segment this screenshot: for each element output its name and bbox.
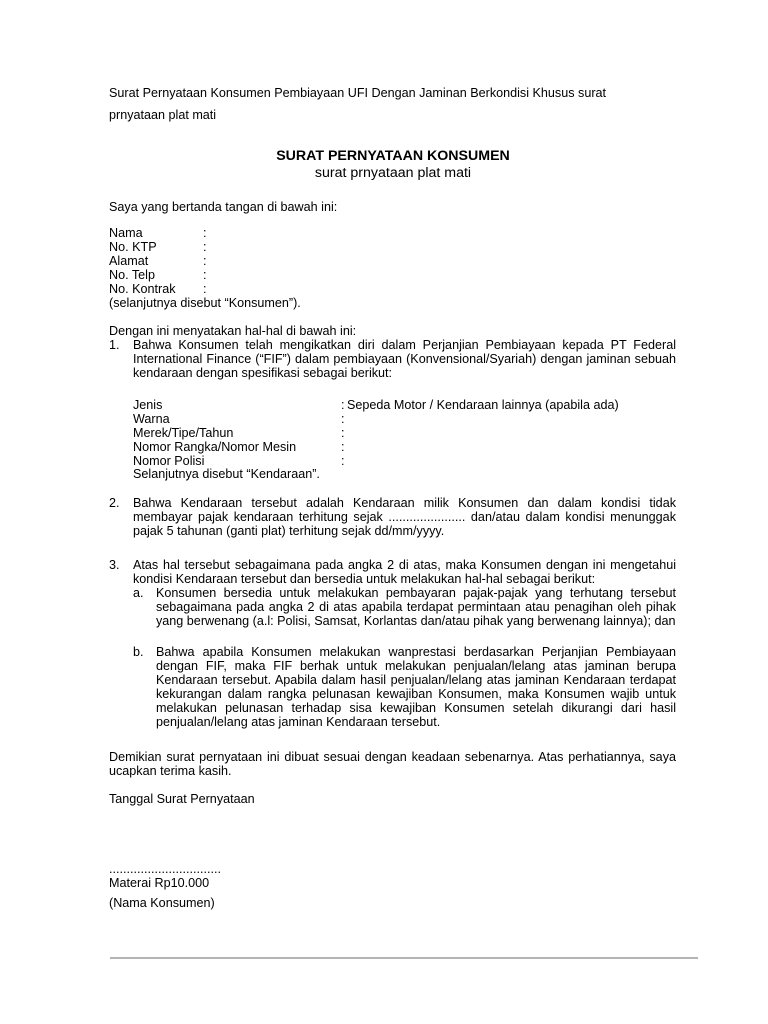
item-1-number: 1. (109, 338, 120, 352)
header-line-1: Surat Pernyataan Konsumen Pembiayaan UFI Dengan Jaminan Berkondisi Khusus surat (109, 86, 607, 100)
date-label: Tanggal Surat Pernyataan (109, 792, 255, 806)
page-divider (110, 957, 698, 959)
vehicle-rangka-sep: : (341, 440, 345, 454)
document-subtitle: surat prnyataan plat mati (314, 165, 472, 181)
field-ktp-label: No. KTP (109, 240, 157, 254)
vehicle-warna-sep: : (341, 412, 345, 426)
sub-a-text: Konsumen bersedia untuk melakukan pembayaran pajak-pajak yang terhutang tersebut sebagaimana pada angka 2 di atas apabila terdapat permintaan atau penagihan oleh pihak yang berwenang (a.l: Polisi, Samsat, Korlantas dan/atau pihak yang berwenang lainnya); dan (156, 586, 676, 628)
sub-a-letter: a. (133, 586, 144, 600)
field-nama-sep: : (203, 226, 207, 240)
field-kontrak-sep: : (203, 282, 207, 296)
item-2-number: 2. (109, 496, 120, 510)
field-alamat-sep: : (203, 254, 207, 268)
item-3-number: 3. (109, 558, 120, 572)
vehicle-rangka-label: Nomor Rangka/Nomor Mesin (133, 440, 297, 454)
vehicle-jenis-label: Jenis (133, 398, 163, 412)
document-title: SURAT PERNYATAAN KONSUMEN (276, 148, 510, 164)
materai-label: Materai Rp10.000 (109, 876, 210, 890)
signature-line: ................................ (109, 862, 221, 876)
field-telp-label: No. Telp (109, 268, 155, 282)
identity-note: (selanjutnya disebut “Konsumen”). (109, 296, 301, 310)
item-3-text: Atas hal tersebut sebagaimana pada angka 2 di atas, maka Konsumen dengan ini mengetahui kondisi Kendaraan tersebut dan bersedia untuk melakukan hal-hal sebagai berikut: (133, 558, 676, 586)
item-1-text: Bahwa Konsumen telah mengikatkan diri dalam Perjanjian Pembiayaan kepada PT Federal International Finance (“FIF”) dalam pembiayaan (Konvensional/Syariah) dengan jaminan sebuah kendaraan dengan spesifikasi sebagai berikut: (133, 338, 676, 380)
statement-intro: Dengan ini menyatakan hal-hal di bawah ini: (109, 324, 357, 338)
vehicle-polisi-label: Nomor Polisi (133, 454, 205, 468)
vehicle-warna-label: Warna (133, 412, 170, 426)
consumer-name-placeholder: (Nama Konsumen) (109, 896, 215, 910)
item-2-text: Bahwa Kendaraan tersebut adalah Kendaraan milik Konsumen dan dalam kondisi tidak membayar pajak kendaraan terhitung sejak ...................... dan/atau dalam kondisi menunggak pajak 5 tahunan (ganti plat) terhitung sejak dd/mm/yyyy. (133, 496, 676, 538)
sub-b-letter: b. (133, 645, 144, 659)
vehicle-note: Selanjutnya disebut “Kendaraan”. (133, 467, 320, 481)
header-line-2: prnyataan plat mati (109, 108, 217, 122)
vehicle-polisi-sep: : (341, 454, 345, 468)
closing-paragraph: Demikian surat pernyataan ini dibuat sesuai dengan keadaan sebenarnya. Atas perhatiannya, saya ucapkan terima kasih. (109, 750, 676, 778)
vehicle-merek-sep: : (341, 426, 345, 440)
intro-text: Saya yang bertanda tangan di bawah ini: (109, 200, 338, 214)
field-nama-label: Nama (109, 226, 143, 240)
field-alamat-label: Alamat (109, 254, 149, 268)
vehicle-jenis-value: Sepeda Motor / Kendaraan lainnya (apabila ada) (347, 398, 619, 412)
sub-b-text: Bahwa apabila Konsumen melakukan wanprestasi berdasarkan Perjanjian Pembiayaan dengan FIF, maka FIF berhak untuk melakukan penjualan/lelang atas jaminan berupa Kendaraan tersebut. Apabila dalam hasil penjualan/lelang atas jaminan Kendaraan terdapat kekurangan dalam rangka pelunasan kewajiban Konsumen, maka Konsumen wajib untuk melakukan pelunasan terhadap sisa kewajiban Konsumen setelah dikurangi dari hasil penjualan/lelang atas jaminan Kendaraan tersebut. (156, 645, 676, 729)
field-telp-sep: : (203, 268, 207, 282)
field-kontrak-label: No. Kontrak (109, 282, 176, 296)
vehicle-jenis-sep: : (341, 398, 345, 412)
field-ktp-sep: : (203, 240, 207, 254)
vehicle-merek-label: Merek/Tipe/Tahun (133, 426, 234, 440)
